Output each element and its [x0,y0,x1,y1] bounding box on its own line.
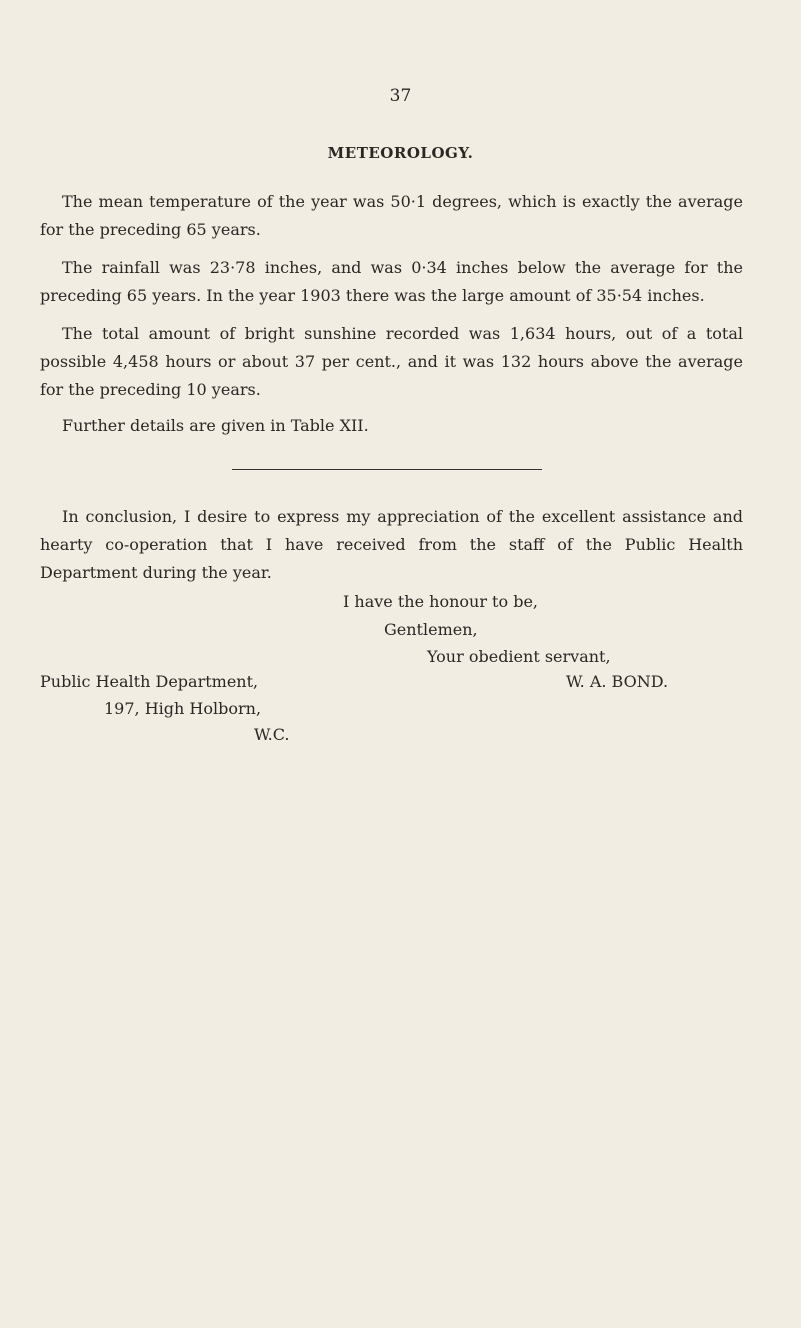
closing-line-salutation: Gentlemen, [384,620,478,639]
page-number: 37 [389,86,412,106]
paragraph-temperature: The mean temperature of the year was 50·1 degrees, which is exactly the average for the preceding 65 years. [40,192,743,239]
section-heading: METEOROLOGY. [327,144,474,162]
address-line-department: Public Health Department, [40,672,259,691]
address-line-street: 197, High Holborn, [104,699,262,718]
paragraph-conclusion: In conclusion, I desire to express my appreciation of the excellent assistance and hearty co-operation that I have received from the staff of the Public Health Department during the year. [40,507,743,582]
divider-rule [232,469,542,470]
paragraph-further-details: Further details are given in Table XII. [62,416,369,435]
address-line-district: W.C. [254,725,290,744]
closing-line-servant: Your obedient servant, [427,647,611,666]
paragraph-rainfall: The rainfall was 23·78 inches, and was 0·34 inches below the average for the preceding 65 years. In the year 1903 there was the large amount of 35·54 inches. [40,258,743,305]
signature-name: W. A. BOND. [566,672,669,691]
closing-line-honour: I have the honour to be, [343,592,538,611]
paragraph-sunshine: The total amount of bright sunshine recorded was 1,634 hours, out of a total possible 4,458 hours or about 37 per cent., and it was 132 hours above the average for the preceding 10 years. [40,324,743,399]
